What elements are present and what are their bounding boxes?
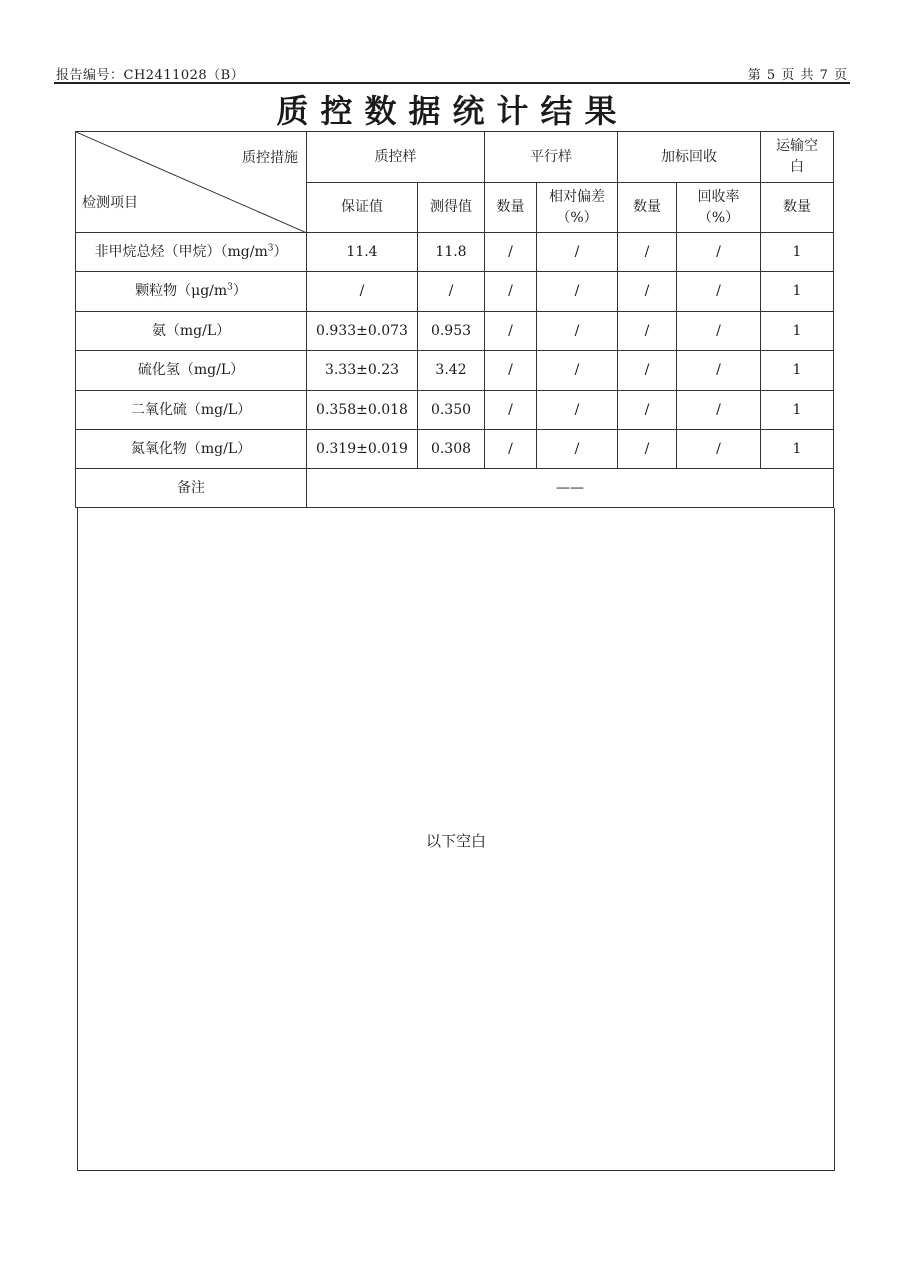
cell-measured: 0.308	[418, 430, 485, 469]
cell-parallel-count: /	[485, 391, 537, 430]
report-number: 报告编号：CH2411028（B）	[56, 68, 245, 83]
row-item: 硫化氢（mg/L）	[76, 351, 307, 391]
cell-blank-count: 1	[761, 233, 834, 272]
cell-blank-count: 1	[761, 272, 834, 312]
cell-relative-deviation: /	[537, 351, 618, 391]
group-header-spike-recovery: 加标回收	[618, 132, 761, 183]
cell-spike-count: /	[618, 272, 677, 312]
diag-header-items: 检测项目	[82, 195, 138, 211]
remark-row	[76, 469, 834, 508]
cell-certified: 11.4	[307, 233, 418, 272]
cell-certified: 0.319±0.019	[307, 430, 418, 469]
cell-recovery: /	[677, 351, 761, 391]
subheader-blank-count: 数量	[761, 183, 834, 233]
blank-below-note: 以下空白	[425, 832, 486, 850]
page-indicator: 第 5 页 共 7 页	[747, 68, 848, 83]
cell-certified: 0.933±0.073	[307, 312, 418, 351]
subheader-measured-value: 测得值	[418, 183, 485, 233]
cell-measured: 11.8	[418, 233, 485, 272]
cell-relative-deviation: /	[537, 430, 618, 469]
subheader-relative-deviation: 相对偏差（%）	[537, 183, 618, 233]
diag-header-measures: 质控措施	[242, 150, 298, 166]
cell-relative-deviation: /	[537, 312, 618, 351]
blank-area	[77, 508, 835, 1171]
table-row	[76, 351, 834, 391]
table-row	[76, 312, 834, 351]
table-row	[76, 233, 834, 272]
row-item: 二氧化硫（mg/L）	[76, 391, 307, 430]
header-divider	[54, 82, 850, 84]
cell-parallel-count: /	[485, 233, 537, 272]
cell-certified: 0.358±0.018	[307, 391, 418, 430]
table-row	[76, 272, 834, 312]
cell-blank-count: 1	[761, 351, 834, 391]
group-header-qc-sample: 质控样	[307, 132, 485, 183]
remark-value: ——	[307, 469, 834, 508]
cell-blank-count: 1	[761, 430, 834, 469]
cell-spike-count: /	[618, 312, 677, 351]
cell-spike-count: /	[618, 391, 677, 430]
row-item: 氨（mg/L）	[76, 312, 307, 351]
cell-parallel-count: /	[485, 312, 537, 351]
cell-certified: 3.33±0.23	[307, 351, 418, 391]
subheader-parallel-count: 数量	[485, 183, 537, 233]
cell-relative-deviation: /	[537, 272, 618, 312]
row-item: 氮氧化物（mg/L）	[76, 430, 307, 469]
cell-recovery: /	[677, 430, 761, 469]
subheader-certified-value: 保证值	[307, 183, 418, 233]
cell-recovery: /	[677, 312, 761, 351]
cell-relative-deviation: /	[537, 391, 618, 430]
table-row	[76, 391, 834, 430]
group-header-transport-blank: 运输空白	[761, 132, 834, 183]
cell-relative-deviation: /	[537, 233, 618, 272]
subheader-recovery-rate: 回收率（%）	[677, 183, 761, 233]
remark-label: 备注	[76, 469, 307, 508]
cell-recovery: /	[677, 391, 761, 430]
page-title: 质控数据统计结果	[276, 92, 629, 130]
cell-spike-count: /	[618, 351, 677, 391]
cell-blank-count: 1	[761, 312, 834, 351]
cell-parallel-count: /	[485, 430, 537, 469]
group-header-parallel: 平行样	[485, 132, 618, 183]
cell-spike-count: /	[618, 233, 677, 272]
cell-recovery: /	[677, 272, 761, 312]
cell-measured: /	[418, 272, 485, 312]
cell-measured: 3.42	[418, 351, 485, 391]
diagonal-header-cell	[76, 132, 307, 233]
row-item: 非甲烷总烃（甲烷）$(mg/m^3)$	[76, 233, 307, 272]
cell-parallel-count: /	[485, 272, 537, 312]
cell-parallel-count: /	[485, 351, 537, 391]
subheader-spike-count: 数量	[618, 183, 677, 233]
cell-spike-count: /	[618, 430, 677, 469]
cell-blank-count: 1	[761, 391, 834, 430]
cell-certified: /	[307, 272, 418, 312]
cell-measured: 0.953	[418, 312, 485, 351]
qc-table	[75, 131, 834, 508]
row-item: 颗粒物$(\mu g/m^3)$	[76, 272, 307, 312]
cell-recovery: /	[677, 233, 761, 272]
cell-measured: 0.350	[418, 391, 485, 430]
table-row	[76, 430, 834, 469]
